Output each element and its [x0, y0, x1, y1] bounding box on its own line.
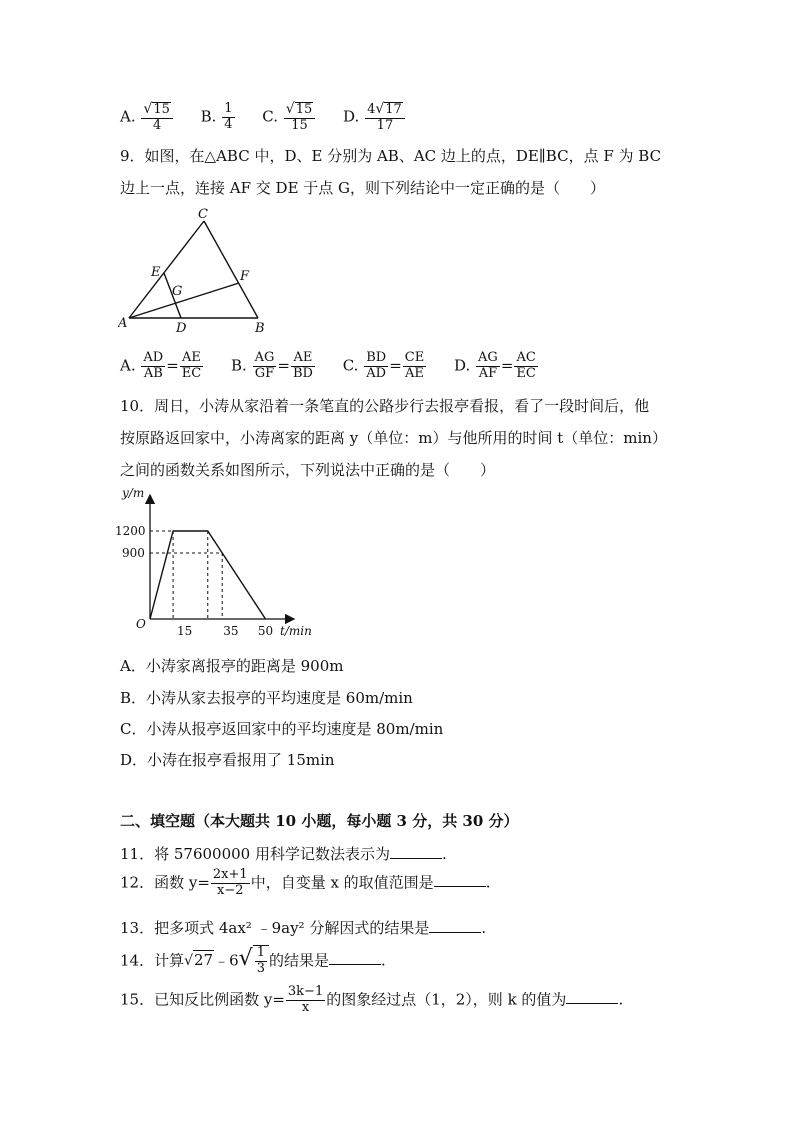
q10-option-a: A．小涛家离报亭的距离是 900m — [120, 657, 344, 675]
x-tick-label-35: 35 — [223, 624, 239, 638]
x-axis-label: t/min — [280, 624, 312, 638]
q9-option-c: C. $\frac{BD}{AD}$ = $\frac{CE}{AE}$ — [342, 350, 425, 381]
label-c: C — [198, 207, 208, 222]
q9-option-d: D. $\frac{AG}{AF}$ = $\frac{AC}{EC}$ — [453, 350, 536, 381]
side-ac — [129, 221, 204, 318]
section-2-heading: 二、填空题（本大题共 10 小题，每小题 3 分，共 30 分） — [120, 812, 519, 830]
q9-triangle-figure — [118, 205, 288, 335]
q8-option-b: B. $\frac{1}{4}$ — [200, 101, 233, 132]
q9-line-1: 9．如图，在△ABC 中，D、E 分别为 AB、AC 边上的点，DE∥BC，点 F 为 BC — [120, 147, 662, 165]
q10-distance-time-graph — [112, 485, 322, 645]
q9-option-b: B. $\frac{AG}{GF}$ = $\frac{AE}{BD}$ — [231, 350, 313, 381]
q10-option-c: C．小涛从报亭返回家中的平均速度是 80m/min — [120, 720, 444, 738]
y-axis-label: y/m — [122, 486, 145, 500]
label-e: E — [151, 265, 161, 280]
q8-option-a: A. $\frac{√15}{4}$ — [120, 101, 174, 134]
label-a: A — [118, 316, 128, 331]
q12-answer-blank — [434, 874, 486, 887]
q12: 12．函数 y= $\frac{2x+1}{x-2}$ 中，自变量 x 的取值范围是 . — [120, 867, 491, 898]
q10-line-3: 之间的函数关系如图所示，下列说法中正确的是（ ） — [120, 461, 496, 479]
q14-answer-blank — [329, 952, 381, 965]
x-tick-label-50: 50 — [257, 624, 274, 638]
segment-af — [129, 283, 239, 318]
label-d: D — [176, 321, 187, 335]
label-g: G — [172, 284, 183, 299]
q15: 15．已知反比例函数 y= $\frac{3k-1}{x}$ 的图象经过点（1，2），则 k 的值为 . — [120, 984, 624, 1015]
side-bc — [204, 221, 258, 318]
q8-option-c: C. $\frac{√15}{15}$ — [262, 101, 316, 134]
q8-option-d: D. $\frac{4√17}{17}$ — [343, 101, 406, 134]
q10-option-b: B．小涛从家去报亭的平均速度是 60m/min — [120, 689, 413, 707]
q10-line-1: 10．周日，小涛从家沿着一条笔直的公路步行去报亭看报，看了一段时间后，他 — [120, 397, 650, 415]
q9-line-2: 边上一点，连接 AF 交 DE 于点 G，则下列结论中一定正确的是（ ） — [120, 179, 606, 197]
y-tick-label-900: 900 — [122, 546, 145, 560]
label-f: F — [240, 269, 250, 284]
q11-answer-blank — [390, 846, 442, 859]
q13: 13．把多项式 4ax² ﹣9ay² 分解因式的结果是 . — [120, 919, 487, 937]
q13-answer-blank — [429, 920, 481, 933]
y-tick-label-1200: 1200 — [115, 524, 146, 538]
origin-label: O — [136, 617, 146, 631]
q10-option-d: D．小涛在报亭看报用了 15min — [120, 751, 335, 769]
q15-answer-blank — [566, 991, 618, 1004]
q9-options — [120, 351, 561, 382]
label-b: B — [255, 321, 265, 335]
q14: 14．计算√27﹣6√ $\frac{1}{3}$ 的结果是 . — [120, 945, 386, 976]
q11: 11．将 57600000 用科学记数法表示为 . — [120, 845, 447, 863]
q9-option-a: A. $\frac{AD}{AB}$ = $\frac{AE}{EC}$ — [120, 350, 202, 381]
q8-options — [120, 101, 428, 134]
x-tick-label-15: 15 — [177, 624, 193, 638]
q10-line-2: 按原路返回家中，小涛离家的距离 y（单位：m）与他所用的时间 t（单位：min） — [120, 429, 667, 447]
